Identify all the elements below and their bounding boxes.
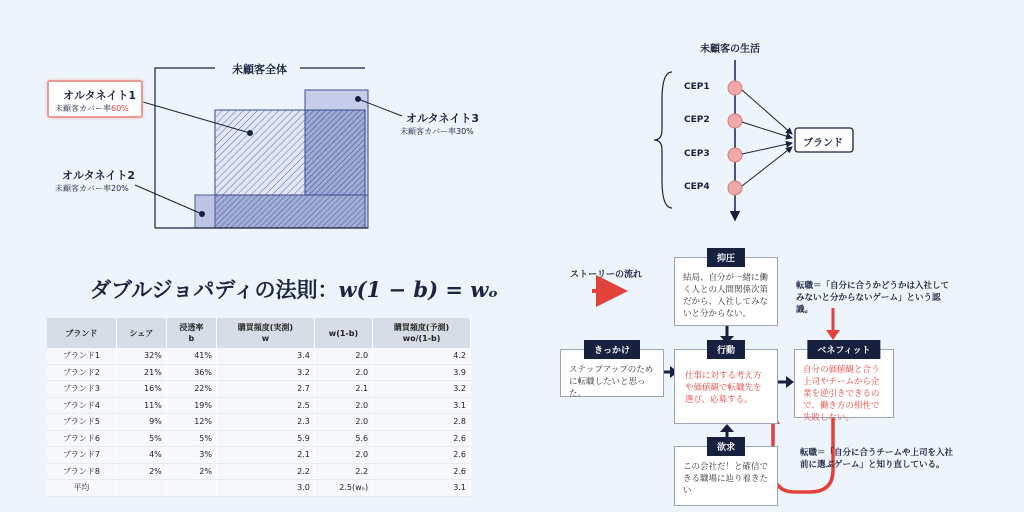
table-header-1: シェア bbox=[116, 318, 166, 348]
table-cell: 2.6 bbox=[373, 430, 471, 447]
table-row bbox=[47, 397, 471, 414]
benefit-title: ベネフィット bbox=[807, 340, 880, 359]
table-cell: 19% bbox=[166, 397, 216, 414]
table-cell: 5% bbox=[116, 430, 166, 447]
table-cell: 2.0 bbox=[314, 447, 372, 464]
alt1-name: オルタネイト1 bbox=[63, 89, 136, 102]
table-header-3: 購買頻度(実測) w bbox=[216, 318, 314, 348]
life-title: 未顧客の生活 bbox=[700, 44, 760, 55]
table-cell: ブランド2 bbox=[47, 364, 116, 381]
table-row bbox=[47, 430, 471, 447]
double-jeopardy-heading bbox=[90, 274, 498, 304]
table-cell: 2.5(wₒ) bbox=[314, 480, 372, 497]
alt3-name: オルタネイト3 bbox=[406, 112, 479, 125]
table-row bbox=[47, 348, 471, 364]
table-cell: 2.0 bbox=[314, 348, 372, 364]
yokkyu-text: この会社だ！と確信できる職場に辿り着きたい bbox=[683, 462, 769, 496]
table-cell: 2.2 bbox=[216, 463, 314, 480]
alt1-coverage-label: 未顧客カバー率 bbox=[55, 104, 111, 113]
table-cell: 2.0 bbox=[314, 364, 372, 381]
table-cell: 5.6 bbox=[314, 430, 372, 447]
table-row bbox=[47, 447, 471, 464]
yokuatsu-box bbox=[674, 254, 778, 326]
benefit-text: 自分の価値観と合う上司やチームから企業を逆引きできるので、働き方の相性で失敗しない。 bbox=[803, 365, 880, 423]
table-cell: ブランド6 bbox=[47, 430, 116, 447]
table-cell: 12% bbox=[166, 414, 216, 431]
alt1-callout bbox=[47, 80, 143, 118]
koudou-text: 仕事に対する考え方や価値観で転職先を選び、応募する。 bbox=[685, 371, 762, 405]
cep3-dot bbox=[728, 148, 742, 162]
table-cell: 2.1 bbox=[216, 447, 314, 464]
table-cell: 3.1 bbox=[373, 397, 471, 414]
table-cell: 2.1 bbox=[314, 381, 372, 398]
table-header-5: 購買頻度(予測) wo/(1-b) bbox=[373, 318, 471, 348]
table-cell: 2.0 bbox=[314, 414, 372, 431]
table-cell: 2.2 bbox=[314, 463, 372, 480]
table-header-0: ブランド bbox=[47, 318, 116, 348]
cep-brace bbox=[654, 72, 672, 208]
law-label: ダブルジョパディの法則： bbox=[90, 278, 339, 302]
table-cell: 3.1 bbox=[373, 480, 471, 497]
table-cell: 32% bbox=[116, 348, 166, 364]
table-row bbox=[47, 381, 471, 398]
koudou-box bbox=[674, 346, 778, 424]
table-row bbox=[47, 414, 471, 431]
alt2-name: オルタネイト2 bbox=[62, 169, 135, 182]
recognition-note: 転職＝「自分に合うかどうかは入社してみないと分からないゲーム」という認識。 bbox=[796, 281, 950, 315]
table-row bbox=[47, 463, 471, 480]
table-cell: 5.9 bbox=[216, 430, 314, 447]
table-header-4: w(1-b) bbox=[314, 318, 372, 348]
table-cell: ブランド3 bbox=[47, 381, 116, 398]
kikkake-text: ステップアップのために転職したいと思った。 bbox=[569, 365, 654, 399]
alt3-coverage: 未顧客カバー率30% bbox=[400, 127, 474, 136]
table-cell: 2.5 bbox=[216, 397, 314, 414]
table-cell: 3.0 bbox=[216, 480, 314, 497]
cep3-label: CEP3 bbox=[684, 149, 710, 159]
alt1-coverage-value: 60% bbox=[111, 104, 129, 113]
alt1-coverage bbox=[55, 103, 129, 114]
table-cell: 4% bbox=[116, 447, 166, 464]
table-cell: 5% bbox=[166, 430, 216, 447]
table-cell: 2.6 bbox=[373, 447, 471, 464]
yokkyu-box bbox=[674, 443, 778, 506]
table-cell: 9% bbox=[116, 414, 166, 431]
table-cell bbox=[116, 480, 166, 497]
table-row bbox=[47, 480, 471, 497]
table-cell: 3.2 bbox=[216, 364, 314, 381]
table-header-2: 浸透率 b bbox=[166, 318, 216, 348]
table-cell: 16% bbox=[116, 381, 166, 398]
cep4-dot bbox=[728, 181, 742, 195]
alt2-overlap bbox=[215, 195, 365, 228]
brand-label: ブランド bbox=[803, 138, 843, 149]
table-cell: 22% bbox=[166, 381, 216, 398]
yokuatsu-text: 結局、自分が一緒に働く人との人間関係次第だから、入社してみないと分からない。 bbox=[683, 273, 769, 319]
story-flow-label: ストーリーの流れ bbox=[570, 270, 643, 280]
kikkake-box bbox=[560, 346, 664, 399]
table-cell: 3.9 bbox=[373, 364, 471, 381]
table-cell: ブランド1 bbox=[47, 348, 116, 364]
table-cell: 2% bbox=[166, 463, 216, 480]
cep1-dot bbox=[728, 81, 742, 95]
relearn-note: 転職＝「自分に合うチームや上司を入社前に選ぶゲーム」と知り直している。 bbox=[800, 448, 954, 470]
table-cell: ブランド8 bbox=[47, 463, 116, 480]
table-row bbox=[47, 364, 471, 381]
table-cell: 2.7 bbox=[216, 381, 314, 398]
cep1-label: CEP1 bbox=[684, 82, 710, 92]
table-cell: 2.6 bbox=[373, 463, 471, 480]
table-cell: 2.0 bbox=[314, 397, 372, 414]
table-cell: ブランド5 bbox=[47, 414, 116, 431]
law-formula: w(1 − b) = wₒ bbox=[338, 277, 499, 302]
yokkyu-title: 欲求 bbox=[707, 437, 745, 456]
table-cell: 11% bbox=[116, 397, 166, 414]
table-cell: ブランド4 bbox=[47, 397, 116, 414]
table-cell: 2.8 bbox=[373, 414, 471, 431]
table-cell: 21% bbox=[116, 364, 166, 381]
total-label: 未顧客全体 bbox=[232, 63, 287, 76]
kikkake-title: きっかけ bbox=[584, 340, 640, 359]
table-cell: 41% bbox=[166, 348, 216, 364]
table-cell: 3% bbox=[166, 447, 216, 464]
table-cell: 4.2 bbox=[373, 348, 471, 364]
table-cell: 3.4 bbox=[216, 348, 314, 364]
table-cell bbox=[166, 480, 216, 497]
table-cell: 2% bbox=[116, 463, 166, 480]
table-cell: ブランド7 bbox=[47, 447, 116, 464]
table-cell: 平均 bbox=[47, 480, 116, 497]
benefit-box bbox=[794, 346, 894, 423]
koudou-title: 行動 bbox=[707, 340, 745, 359]
brand-table bbox=[47, 318, 471, 497]
table-cell: 2.3 bbox=[216, 414, 314, 431]
cep2-dot bbox=[728, 114, 742, 128]
alt2-coverage: 未顧客カバー率20% bbox=[55, 184, 129, 193]
yokuatsu-title: 抑圧 bbox=[707, 248, 745, 267]
cep2-label: CEP2 bbox=[684, 115, 710, 125]
table-cell: 3.2 bbox=[373, 381, 471, 398]
table-cell: 36% bbox=[166, 364, 216, 381]
cep4-label: CEP4 bbox=[684, 182, 710, 192]
